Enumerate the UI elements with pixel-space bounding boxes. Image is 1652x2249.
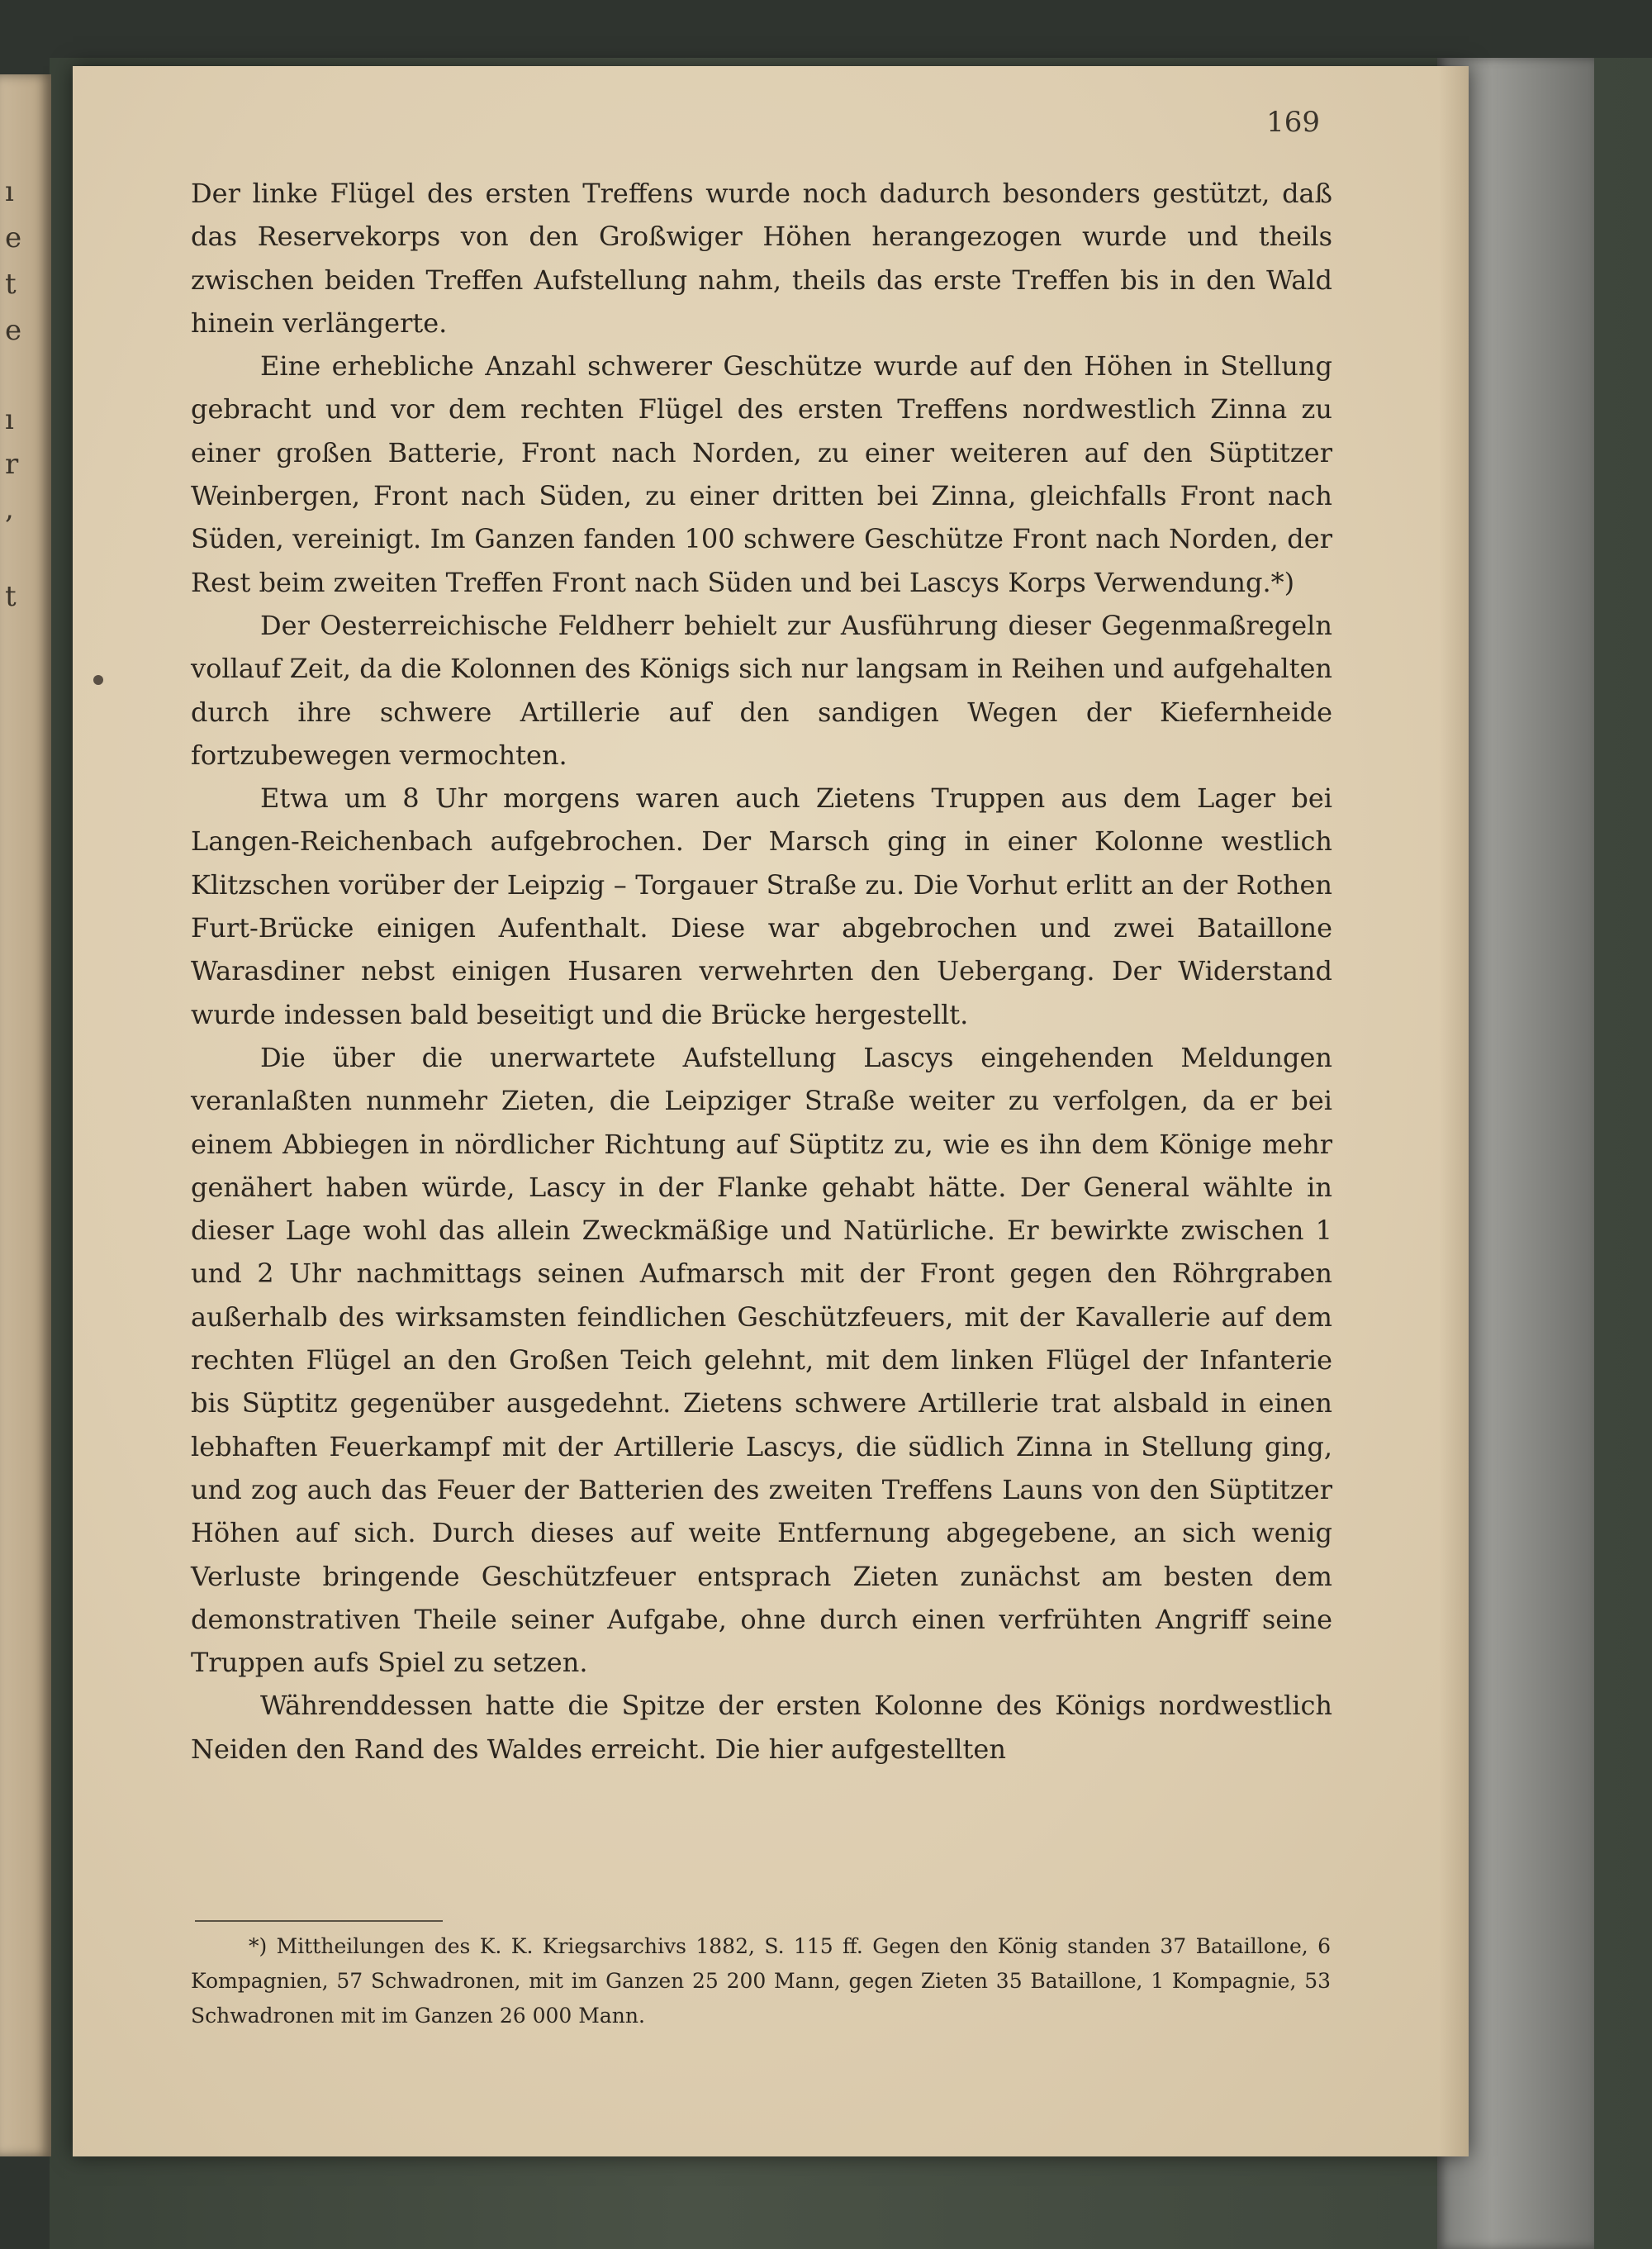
paragraph: Währenddessen hatte die Spitze der ersten Kolonne des Königs nordwestlich Neiden den Rand des Waldes erreicht. Die hier aufgestellten: [191, 1690, 1332, 1765]
book-page: [73, 66, 1469, 2156]
footnote-divider: [195, 1920, 443, 1922]
previous-page-fragment: ,: [5, 492, 14, 525]
ink-smudge: [93, 675, 103, 685]
paragraph: Die über die unerwartete Aufstellung Lascys eingehenden Meldungen veranlaßten nunmehr Zieten, die Leipziger Straße weiter zu verfolgen, da er bei einem Abbiegen in nördlicher Richtung auf Süptitz zu, wie es ihn dem Könige mehr genähert haben würde, Lascy in der Flanke gehabt hätte. Der General wählte in dieser Lage wohl das allein Zweckmäßige und Natürliche. Er bewirkte zwischen 1 und 2 Uhr nachmittags seinen Aufmarsch mit der Front gegen den Röhrgraben außerhalb des wirksamsten feindlichen Geschützfeuers, mit der Kavallerie auf dem rechten Flügel an den Großen Teich gelehnt, mit dem linken Flügel der Infanterie bis Süptitz gegenüber ausgedehnt. Zietens schwere Artillerie trat alsbald in einen lebhaften Feuerkampf mit der Artillerie Lascys, die südlich Zinna in Stellung ging, und zog auch das Feuer der Batterien des zweiten Treffens Launs von den Süptitzer Höhen auf sich. Durch dieses auf weite Entfernung abgegebene, an sich wenig Verluste bringende Geschützfeuer entsprach Zieten zunächst am besten dem demonstrativen Theile seiner Aufgabe, ohne durch einen verfrühten Angriff seine Truppen aufs Spiel zu setzen.: [191, 1041, 1332, 1679]
previous-page: [0, 74, 51, 2156]
previous-page-fragment: ı: [5, 175, 14, 208]
body-text: [191, 172, 1332, 1771]
previous-page-fragment: t: [5, 268, 17, 301]
previous-page-fragment: e: [5, 314, 22, 347]
previous-page-fragment: e: [5, 221, 22, 254]
paragraph: Der linke Flügel des ersten Treffens wurde noch dadurch besonders gestützt, daß das Reservekorps von den Großwiger Höhen herangezogen wurde und theils zwischen beiden Treffen Aufstellung nahm, theils das erste Treffen bis in den Wald hinein verlängerte.: [191, 178, 1332, 339]
previous-page-fragment: r: [5, 448, 19, 481]
previous-page-fragment: ı: [5, 403, 14, 436]
previous-page-fragment: t: [5, 580, 17, 613]
paragraph: Eine erhebliche Anzahl schwerer Geschütze wurde auf den Höhen in Stellung gebracht und vor dem rechten Flügel des ersten Treffens nordwestlich Zinna zu einer großen Batterie, Front nach Norden, zu einer weiteren auf den Süptitzer Weinbergen, Front nach Süden, zu einer dritten bei Zinna, gleichfalls Front nach Süden, vereinigt. Im Ganzen fanden 100 schwere Geschütze Front nach Norden, der Rest beim zweiten Treffen Front nach Süden und bei Lascys Korps Verwendung.*): [191, 350, 1332, 598]
paragraph: Der Oesterreichische Feldherr behielt zur Ausführung dieser Gegenmaßregeln vollauf Zeit, da die Kolonnen des Königs sich nur langsam in Reihen und aufgehalten durch ihre schwere Artillerie auf den sandigen Wegen der Kiefernheide fortzubewegen vermochten.: [191, 609, 1332, 771]
paragraph: Etwa um 8 Uhr morgens waren auch Zietens Truppen aus dem Lager bei Langen-Reichenbach aufgebrochen. Der Marsch ging in einer Kolonne westlich Klitzschen vorüber der Leipzig – Torgauer Straße zu. Die Vorhut erlitt an der Rothen Furt-Brücke einigen Aufenthalt. Diese war abgebrochen und zwei Bataillone Warasdiner nebst einigen Husaren verwehrten den Uebergang. Der Widerstand wurde indessen bald beseitigt und die Brücke hergestellt.: [191, 782, 1332, 1030]
page-number: 169: [1266, 106, 1320, 139]
footnote: *) Mittheilungen des K. K. Kriegsarchivs 1882, S. 115 ff. Gegen den König standen 37 Bataillone, 6 Kompagnien, 57 Schwadronen, mit im Ganzen 25 200 Mann, gegen Zieten 35 Bataillone, 1 Kompagnie, 53 Schwadronen mit im Ganzen 26 000 Mann.: [191, 1934, 1331, 2028]
page-edge-shadow: [1439, 66, 1469, 2156]
